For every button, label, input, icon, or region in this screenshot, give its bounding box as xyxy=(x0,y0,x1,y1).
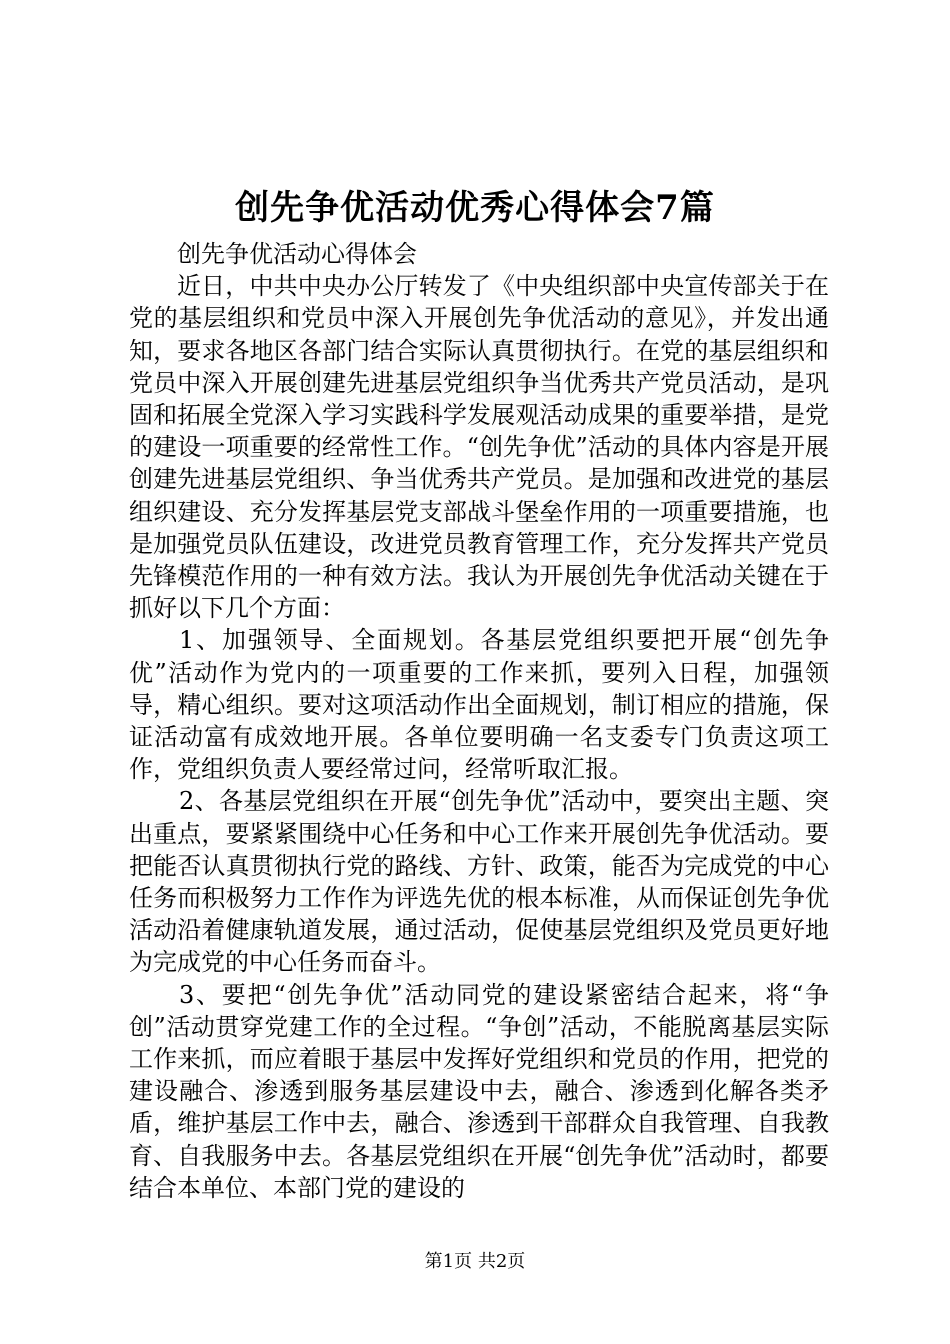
page-footer: 第1页 共2页 xyxy=(424,1251,526,1272)
document-title: 创先争优活动优秀心得体会7篇 xyxy=(235,188,715,228)
paragraph-point-3: 3、要把“创先争优”活动同党的建设紧密结合起来，将“争创”活动贯穿党建工作的全过程。“争创”活动，不能脱离基层实际工作来抓，而应着眼于基层中发挥好党组织和党员的作用，把党的建设融合、渗透到服务基层建设中去，融合、渗透到化解各类矛盾，维护基层工作中去，融合、渗透到干部群众自我管理、自我教育、自我服务中去。各基层党组织在开展“创先争优”活动时，都要结合本单位、本部门党的建设的 xyxy=(129,980,829,1202)
paragraph-point-2: 2、各基层党组织在开展“创先争优”活动中，要突出主题、突出重点，要紧紧围绕中心任务和中心工作来开展创先争优活动。要把能否认真贯彻执行党的路线、方针、政策，能否为完成党的中心任务而积极努力工作作为评选先优的根本标准，从而保证创先争优活动沿着健康轨道发展，通过活动，促使基层党组织及党员更好地为完成党的中心任务而奋斗。 xyxy=(129,787,829,977)
section-subheading: 创先争优活动心得体会 xyxy=(177,240,417,268)
paragraph-intro: 近日，中共中央办公厅转发了《中央组织部中央宣传部关于在党的基层组织和党员中深入开展创先争优活动的意见》，并发出通知，要求各地区各部门结合实际认真贯彻执行。在党的基层组织和党员中深入开展创建先进基层党组织争当优秀共产党员活动，是巩固和拓展全党深入学习实践科学发展观活动成果的重要举措，是党的建设一项重要的经常性工作。“创先争优”活动的具体内容是开展创建先进基层党组织、争当优秀共产党员。是加强和改进党的基层组织建设、充分发挥基层党支部战斗堡垒作用的一项重要措施，也是加强党员队伍建设，改进党员教育管理工作，充分发挥共产党员先锋模范作用的一种有效方法。我认为开展创先争优活动关键在于抓好以下几个方面： xyxy=(129,272,829,623)
paragraph-point-1: 1、加强领导、全面规划。各基层党组织要把开展“创先争优”活动作为党内的一项重要的工作来抓，要列入日程，加强领导，精心组织。要对这项活动作出全面规划，制订相应的措施，保证活动富有成效地开展。各单位要明确一名支委专门负责这项工作，党组织负责人要经常过问，经常听取汇报。 xyxy=(129,626,829,784)
document-body xyxy=(129,238,829,1204)
